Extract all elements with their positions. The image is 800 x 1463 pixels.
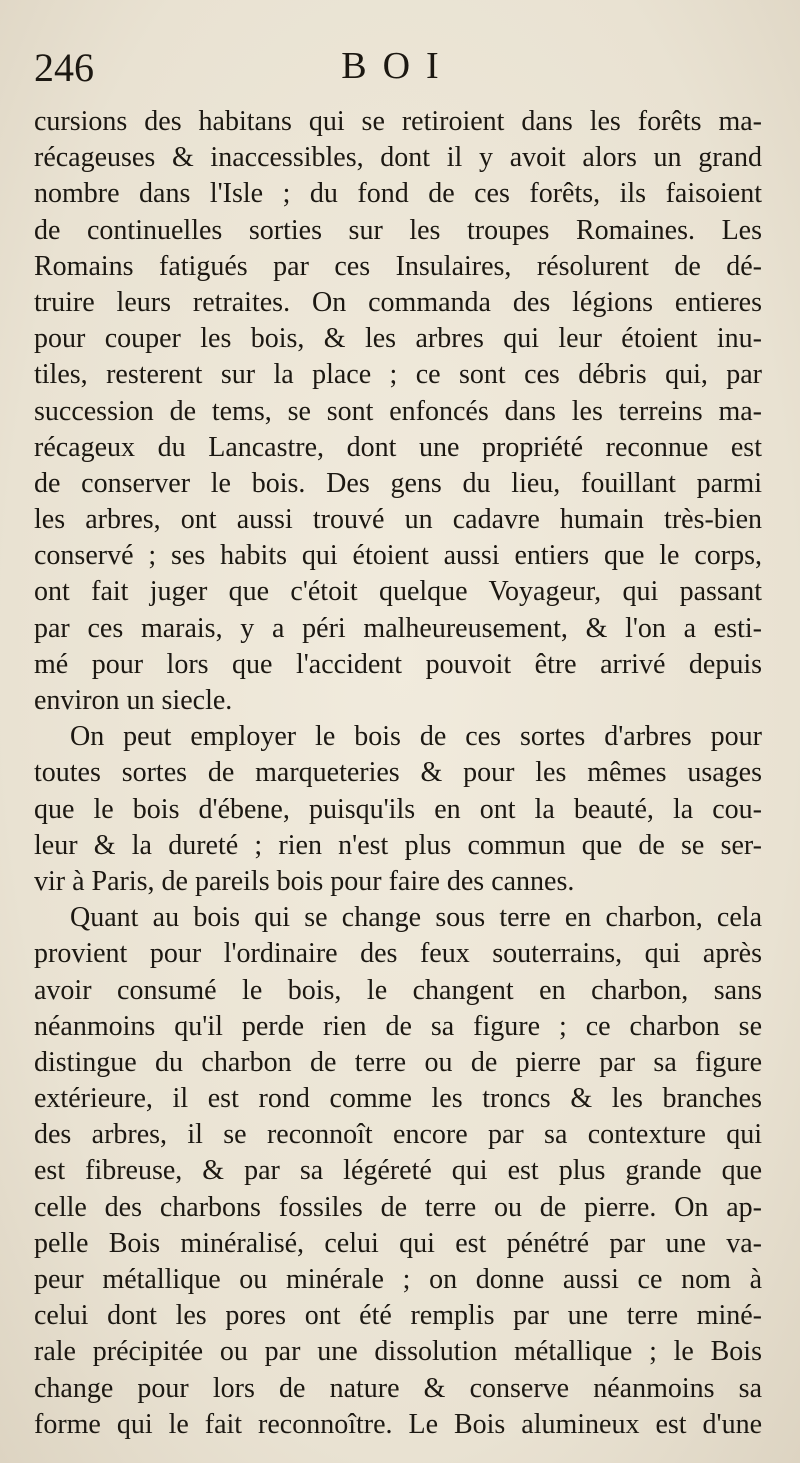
text-line: leur & la dureté ; rien n'est plus commun que de se ser- (34, 829, 762, 861)
paragraph (34, 719, 762, 900)
text-line: nombre dans l'Isle ; du fond de ces forêts, ils faisoient (34, 178, 762, 210)
text-line: On peut employer le bois de ces sortes d'arbres pour (70, 721, 762, 753)
text-line: néanmoins qu'il perde rien de sa figure ; ce charbon se (34, 1010, 762, 1042)
page-header (34, 42, 762, 100)
text-line: tiles, resterent sur la place ; ce sont ces débris qui, par (34, 359, 762, 391)
text-line: de continuelles sorties sur les troupes Romaines. Les (34, 214, 762, 246)
text-line: ont fait juger que c'étoit quelque Voyageur, qui passant (34, 576, 762, 608)
text-line: les arbres, ont aussi trouvé un cadavre humain très-bien (34, 504, 762, 536)
text-line: pour couper les bois, & les arbres qui leur étoient inu- (34, 323, 762, 355)
text-line: avoir consumé le bois, le changent en charbon, sans (34, 974, 762, 1006)
text-line: change pour lors de nature & conserve néanmoins sa (34, 1372, 762, 1404)
text-line: distingue du charbon de terre ou de pierre par sa figure (34, 1046, 762, 1078)
running-head: BOI (341, 45, 455, 87)
text-line: provient pour l'ordinaire des feux souterrains, qui après (34, 938, 762, 970)
text-line: celui dont les pores ont été remplis par une terre miné- (34, 1300, 762, 1332)
paragraph (34, 104, 762, 719)
text-line: Quant au bois qui se change sous terre en charbon, cela (70, 902, 762, 934)
text-line: par ces marais, y a péri malheureusement, & l'on a esti- (34, 612, 762, 644)
text-line: est fibreuse, & par sa légéreté qui est plus grande que (34, 1155, 762, 1187)
body-text (34, 104, 762, 1443)
text-line: de conserver le bois. Des gens du lieu, fouillant parmi (34, 467, 762, 499)
text-line: conservé ; ses habits qui étoient aussi entiers que le corps, (34, 540, 762, 572)
text-line: environ un siecle. (34, 685, 233, 716)
text-line: mé pour lors que l'accident pouvoit être arrivé depuis (34, 648, 762, 680)
text-line: truire leurs retraites. On commanda des légions entieres (34, 286, 762, 318)
text-line: celle des charbons fossiles de terre ou de pierre. On ap- (34, 1191, 762, 1223)
text-line: récageux du Lancastre, dont une propriété reconnue est (34, 431, 762, 463)
text-line: récageuses & inaccessibles, dont il y avoit alors un grand (34, 142, 762, 174)
text-line: forme qui le fait reconnoître. Le Bois alumineux est d'une (34, 1408, 762, 1440)
text-line: succession de tems, se sont enfoncés dans les terreins ma- (34, 395, 762, 427)
text-line: extérieure, il est rond comme les troncs & les branches (34, 1083, 762, 1115)
text-line: cursions des habitans qui se retiroient dans les forêts ma- (34, 106, 762, 137)
text-line: Romains fatigués par ces Insulaires, résolurent de dé- (34, 250, 762, 282)
text-line: vir à Paris, de pareils bois pour faire des cannes. (34, 865, 575, 897)
page-number: 246 (34, 45, 94, 90)
text-line: rale précipitée ou par une dissolution métallique ; le Bois (34, 1336, 762, 1368)
text-line: des arbres, il se reconnoît encore par sa contexture qui (34, 1119, 762, 1151)
text-line: pelle Bois minéralisé, celui qui est pénétré par une va- (34, 1227, 762, 1259)
text-line: peur métallique ou minérale ; on donne aussi ce nom à (34, 1264, 762, 1295)
text-line: que le bois d'ébene, puisqu'ils en ont la beauté, la cou- (34, 793, 762, 825)
text-line: toutes sortes de marqueteries & pour les mêmes usages (34, 757, 762, 789)
paragraph (34, 900, 762, 1443)
